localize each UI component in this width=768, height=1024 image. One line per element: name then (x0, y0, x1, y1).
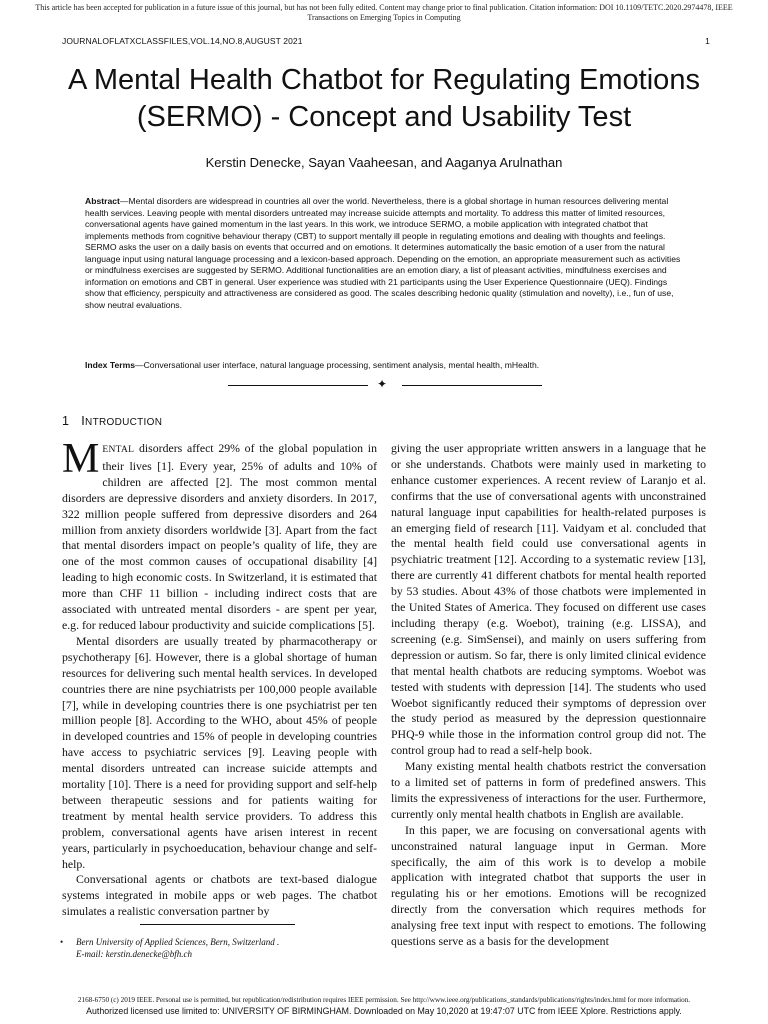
first-word-smallcaps: ENTAL (102, 445, 135, 455)
section-heading (62, 414, 162, 428)
body-paragraph: Mental disorders are usually treated by pharmacotherapy or psychotherapy [6]. However, there is a global shortage of human resources for delivering such mental health services. In developed countries there are nine psychiatrists per 100,000 people available [7], while in developing countries there is one psychiatrist per ten million people [8]. According to the WHO, about 45% of people in developed countries and 15% of people in developing countries have access to psychiatric services [9]. Leaving people with mental disorders untreated can increase suicide attempts and mortality [10]. There is a need for providing support and self-help between therapeutic sessions and for patients waiting for treatment by mental health service providers. To address this problem, conversational agents have arisen interest in recent years, particularly in psychoeducation, behaviour change and self-help. (62, 633, 377, 871)
publication-notice: This article has been accepted for publication in a future issue of this journal, but has not been fully edited. Content may change prior to final publication. Citation information: DOI 10.1109/TETC.2020.2974478, IEEE Transactions on Emerging Topics in Computing (35, 3, 733, 22)
bullet-icon: • (60, 937, 64, 947)
affiliation-footnote (62, 936, 382, 960)
license-notice: Authorized licensed use limited to: UNIVERSITY OF BIRMINGHAM. Downloaded on May 10,2020 at 19:47:07 UTC from IEEE Xplore. Restrictions apply. (86, 1006, 682, 1016)
diamond-ornament-icon: ✦ (377, 377, 388, 391)
abstract-label: Abstract (85, 196, 120, 206)
index-terms (85, 360, 683, 372)
index-terms-label: Index Terms (85, 360, 135, 370)
footnote-email: E-mail: kerstin.denecke@bfh.ch (76, 949, 192, 959)
index-terms-text: —Conversational user interface, natural language processing, sentiment analysis, mental health, mHealth. (135, 360, 540, 370)
footnote-affiliation: Bern University of Applied Sciences, Bern, Switzerland . (76, 937, 280, 947)
journal-name: JOURNALOFLATXCLASSFILES,VOL.14,NO.8,AUGUST 2021 (62, 36, 303, 46)
body-paragraph: In this paper, we are focusing on conversational agents with unconstrained natural language input in German. More specifically, the aim of this work is to develop a mobile application with integrated chatbot that supports the user in regulating his or her emotions. Emotions will be recognized directly from the conversation which requires methods for analysing free text input with respect to emotions. The following questions serve as a basis for the development (391, 822, 706, 949)
right-column (391, 441, 706, 969)
footnote-rule (140, 924, 295, 925)
copyright-notice: 2168-6750 (c) 2019 IEEE. Personal use is permitted, but republication/redistribution requires IEEE permission. See http://www.ieee.org/publications_standards/publications/rights/index.html for more information. (77, 996, 691, 1004)
section-title-initial: I (81, 414, 86, 428)
section-separator (228, 378, 542, 392)
author-list: Kerstin Denecke, Sayan Vaaheesan, and Aaganya Arulnathan (205, 155, 563, 170)
abstract-text: —Mental disorders are widespread in countries all over the world. Nevertheless, there is a global shortage in human resources delivering mental health services. Leaving people with mental disorders untreated may increase suicide attempts and mortality. To address this matter of limited resources, conversational agents have gained momentum in the last years. In this work, we introduce SERMO, a mobile application with integrated chatbot that implements methods from cognitive behaviour therapy (CBT) to support mentally ill people in regulating emotions and dealing with thoughts and feelings. SERMO asks the user on a daily basis on events that occurred and on emotions. It determines automatically the basic emotion of a user from the natural language input using natural language processing and a lexicon-based approach. Depending on the emotion, an appropriate measurement such as activities or mindfulness exercises are suggested by SERMO. Additional functionalities are an emotion diary, a list of pleasant activities, mindfulness exercises and information on emotions and CBT in general. User experience was studied with 21 participants using the User Experience Questionnaire (UEQ). Findings show that efficiency, perspicuity and attractiveness are considered as good. The scales describing hedonic quality (stimulation and novelty), i.e., fun of use, show neutral evaluations. (85, 196, 681, 310)
body-paragraph: Conversational agents or chatbots are text-based dialogue systems integrated in mobile apps or web pages. The chatbot simulates a realistic conversation partner by (62, 872, 377, 919)
page-number: 1 (705, 36, 710, 46)
abstract (85, 196, 683, 311)
body-paragraph: Many existing mental health chatbots restrict the conversation to a limited set of patterns in form of predefined answers. This limits the expressiveness of interactions for the user. Furthermore, currently only mental health chatbots in English are available. (391, 759, 706, 821)
paper-title: A Mental Health Chatbot for Regulating Emotions (SERMO) - Concept and Usability Test (68, 64, 700, 133)
drop-cap: M (62, 441, 100, 482)
body-paragraph (62, 441, 377, 634)
running-head (62, 36, 710, 46)
separator-line-right (402, 385, 542, 386)
paragraph-text: disorders affect 29% of the global population in their lives [1]. Every year, 25% of adults and 10% of children are affected [2]. The most common mental disorders are depressive disorders and anxiety disorders. In 2017, 322 million people suffered from depressive disorders and 264 million from anxiety disorders worldwide [3]. Apart from the fact that mental disorders impact on people’s quality of life, they are one of the most common causes of occupational disability [4] leading to high economic costs. In Switzerland, it is estimated that more than CHF 11 billion - including indirect costs that are associated with untreated mental disorders - are spent per year, e.g. for reduced labour productivity and suicide complications [5]. (62, 441, 377, 632)
body-paragraph: giving the user appropriate written answers in a language that he or she understands. Chatbots were mainly used in marketing to enhance customer experiences. A recent review of Laranjo et al. confirms that the use of conversational agents with unconstrained natural language input capabilities for health-related purposes is an emerging field of research [11]. Vaidyam et al. concluded that the mental health field could use conversational agents in psychiatric treatment [12]. According to a systematic review [13], there are currently 41 different chatbots for mental health reported by 53 studies. About 43% of those chatbots were implemented in the United States of America. They focused on different use cases including therapy (e.g. Woebot), training (e.g. LISSA), and screening (e.g. SimSensei), and mainly on users suffering from depression or autism. So far, there is only limited clinical evidence that mental health chatbots are reducing symptoms. Woebot was tested with students with depression [14]. The students who used Woebot significantly reduced their symptoms of depression over the study period as measured by the depression questionnaire PHQ-9 while those in the information control group did not. The control group had to read a self-help book. (391, 441, 706, 758)
section-number: 1 (62, 414, 70, 428)
separator-line-left (228, 385, 368, 386)
left-column (62, 441, 377, 921)
section-title-rest: NTRODUCTION (85, 417, 163, 428)
